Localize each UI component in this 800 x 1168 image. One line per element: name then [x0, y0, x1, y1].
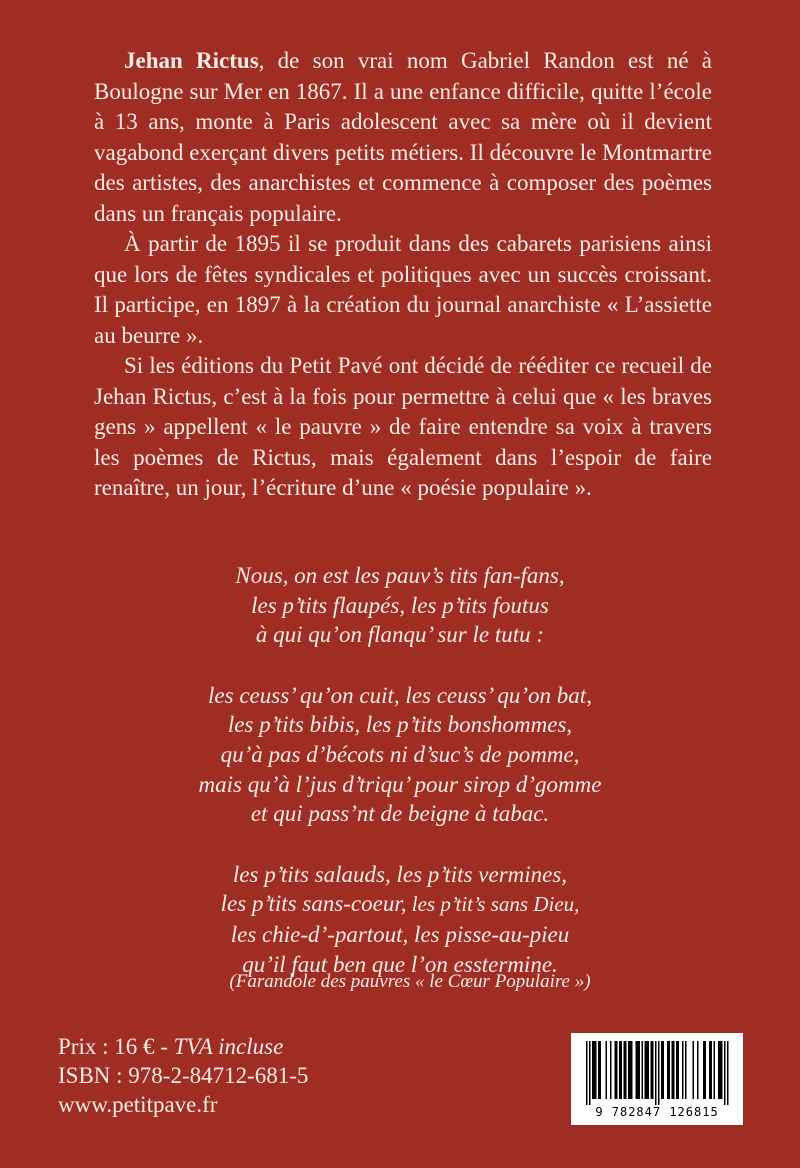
price-line [58, 1032, 388, 1061]
barcode-bar [642, 1041, 644, 1099]
author-biography [94, 46, 712, 504]
author-name: Jehan Rictus [124, 48, 259, 73]
barcode-bar [648, 1041, 650, 1099]
barcode-bar [672, 1041, 674, 1099]
barcode-bar [676, 1041, 678, 1099]
barcode-bar [645, 1041, 647, 1099]
barcode-bar [610, 1041, 612, 1099]
poem-line: qu’à pas d’bécots ni d’suc’s de pomme, [220, 741, 580, 767]
poem-line-part: les p’tit’s sans Dieu, [406, 892, 580, 917]
barcode-bar [673, 1041, 675, 1099]
poem-line: mais qu’à l’jus d’triqu’ pour sirop d’gomme [198, 771, 602, 797]
barcode-bar [709, 1041, 711, 1099]
barcode-bar [693, 1041, 695, 1099]
bio-paragraph-1 [94, 46, 712, 229]
barcode-bar [661, 1041, 663, 1099]
poem-stanza-1 [150, 561, 650, 650]
barcode-bar [589, 1041, 591, 1105]
barcode-bar [663, 1041, 665, 1099]
barcode-bar [615, 1041, 617, 1099]
barcode-bar [711, 1041, 713, 1099]
barcode-bar [646, 1041, 648, 1099]
poem-line: les p’tits salauds, les p’tits vermines, [232, 861, 568, 887]
poem-line: et qui pass’nt de beigne à tabac. [250, 801, 550, 827]
barcode-bar [669, 1041, 671, 1099]
poem-line: les p’tits flaupés, les p’tits foutus [251, 592, 549, 618]
barcode-digits: 9 782847 126815 [595, 1105, 719, 1119]
barcode-bar [637, 1041, 639, 1099]
poem-line: à qui qu’on flanqu’ sur le tutu : [255, 622, 545, 648]
poem-line: les p’tits bibis, les p’tits bonshommes, [227, 712, 573, 738]
poem-line: Nous, on est les pauv’s tits fan-fans, [235, 563, 565, 588]
isbn-line: ISBN : 978-2-84712-681-5 [58, 1063, 309, 1088]
barcode-bar [727, 1041, 729, 1105]
website-link[interactable]: www.petitpave.fr [58, 1092, 218, 1117]
barcode-bar [616, 1041, 618, 1099]
bio-paragraph-3: Si les éditions du Petit Pavé ont décidé de rééditer ce recueil de Jehan Rictus, c’est à la fois pour permettre à celui que « les braves gens » appellent « le pauvre » de faire entendre sa voix à travers les poèmes de Rictus, mais également dans l’espoir de faire renaître, un jour, l’écriture d’une « poésie populaire ». [94, 353, 712, 500]
barcode-bar [705, 1041, 707, 1099]
barcode-bar [714, 1041, 716, 1099]
poem-line: qu’il faut ben que l’on esstermine. [242, 951, 558, 977]
barcode-bar [625, 1041, 627, 1099]
barcode-bar [630, 1041, 632, 1099]
barcode-bar [651, 1041, 653, 1099]
barcode-bar [595, 1041, 597, 1099]
barcode-bar [685, 1041, 687, 1099]
barcode-bar [718, 1041, 720, 1099]
barcode-bar [586, 1041, 588, 1105]
barcode-bar [724, 1041, 726, 1105]
poem-stanza-2 [150, 681, 650, 829]
poem-source-citation: (Farandole des pauvres « le Cœur Populaire ») [229, 971, 591, 992]
barcode-bar [598, 1041, 600, 1099]
barcode-bar [721, 1041, 723, 1099]
barcode-bar [624, 1041, 626, 1099]
barcode-bar [592, 1041, 594, 1099]
price-vat: TVA incluse [173, 1034, 284, 1059]
barcode-bar [655, 1041, 657, 1105]
poem-stanza-3 [150, 860, 650, 979]
isbn-barcode [571, 1033, 743, 1125]
bio-paragraph-2: À partir de 1895 il se produit dans des cabarets parisiens ainsi que lors de fêtes syndicales et politiques avec un succès croissant. Il participe, en 1897 à la création du journal anarchiste « L’assiette au beurre ». [94, 231, 712, 348]
barcode-bar [628, 1041, 630, 1099]
barcode-bar [631, 1041, 633, 1099]
poem-excerpt [150, 561, 650, 1010]
barcode-bar [639, 1041, 641, 1099]
barcode-bar [667, 1041, 669, 1099]
barcode-bar [652, 1041, 654, 1099]
publication-info [58, 1032, 388, 1119]
barcode-bar [697, 1041, 699, 1099]
barcode-bar [621, 1041, 623, 1099]
poem-line: les chie-d’-partout, les pisse-au-pieu [230, 921, 570, 947]
barcode-bar [703, 1041, 705, 1099]
poem-line-part: les p’tits sans-coeur, [220, 891, 407, 917]
barcode-bar [720, 1041, 722, 1099]
barcode-bar [678, 1041, 680, 1099]
barcode-bar [606, 1041, 608, 1099]
barcode-bar [619, 1041, 621, 1099]
price-label: Prix : 16 € - [58, 1034, 174, 1059]
barcode-bar [682, 1041, 684, 1099]
barcode-bar [600, 1041, 602, 1099]
barcode-bars [579, 1041, 735, 1105]
barcode-bar [658, 1041, 660, 1105]
poem-line [150, 889, 650, 920]
bio-paragraph-1-text: , de son vrai nom Gabriel Randon est né à Boulogne sur Mer en 1867. Il a une enfance difficile, quitte l’école à 13 ans, monte à Paris adolescent avec sa mère où il devient vagabond exerçant divers petits métiers. Il découvre le Montmartre des artistes, des anarchistes et commence à composer des poèmes dans un français populaire. [94, 48, 712, 226]
barcode-bar [636, 1041, 638, 1099]
barcode-bar [594, 1041, 596, 1099]
poem-line: les ceuss’ qu’on cuit, les ceuss’ qu’on bat, [208, 682, 592, 708]
